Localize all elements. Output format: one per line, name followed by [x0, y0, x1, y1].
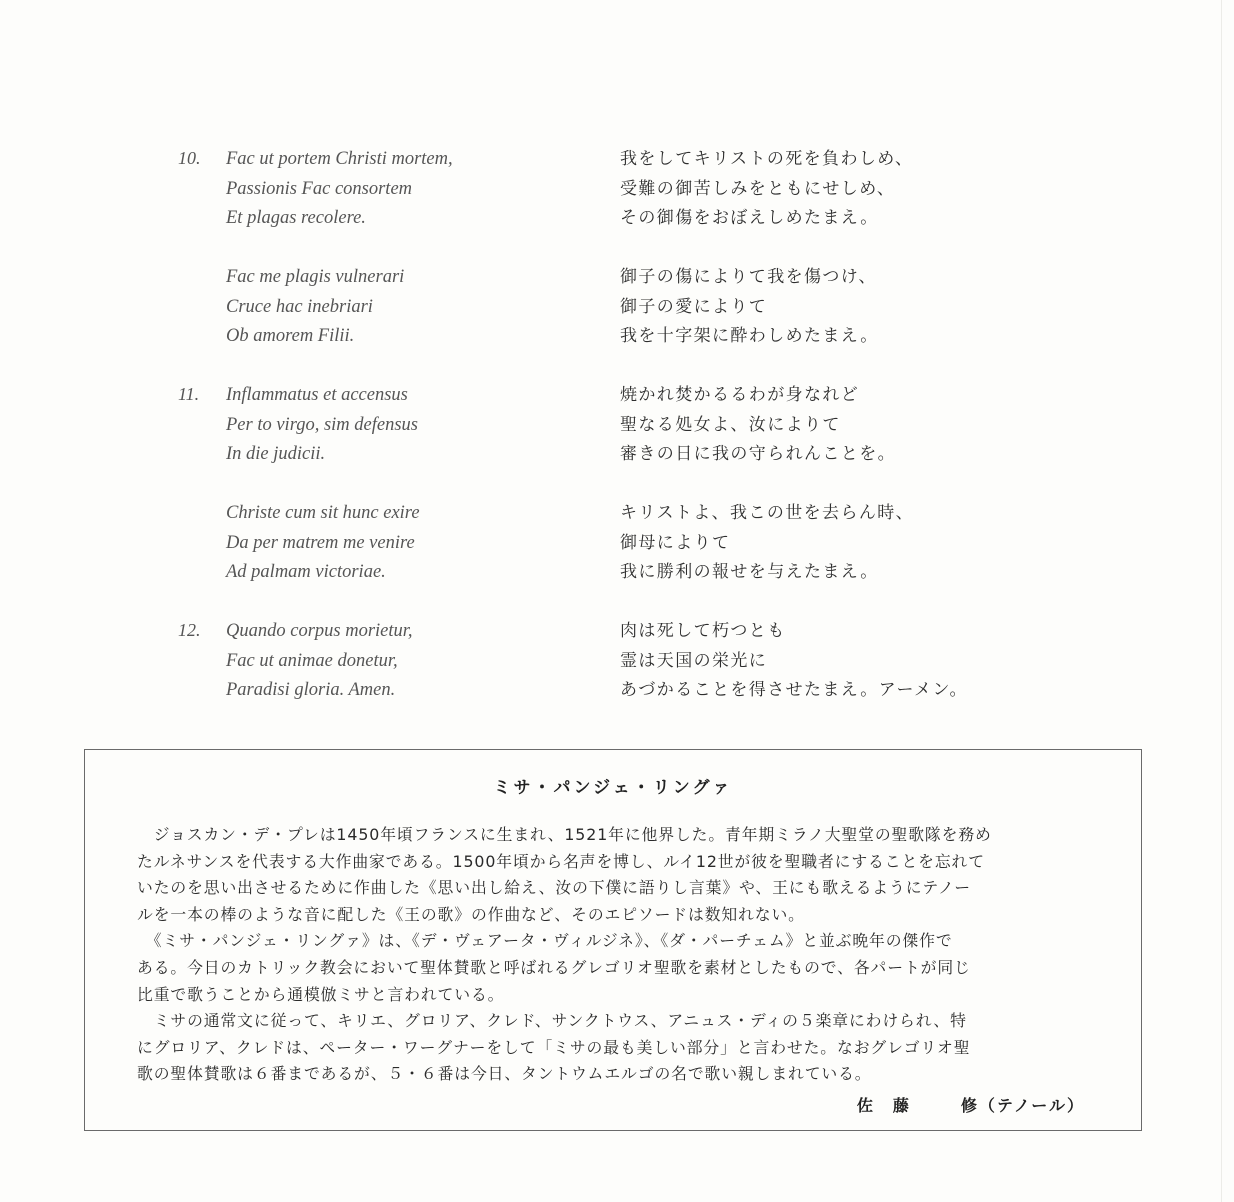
- latin-line: Per to virgo, sim defensus: [226, 414, 419, 435]
- latin-line: Quando corpus morietur,: [226, 621, 413, 641]
- latin-line: Ob amorem Filii.: [226, 326, 355, 346]
- japanese-line: 霊は天国の栄光に: [620, 650, 768, 671]
- latin-line: Da per matrem me venire: [226, 532, 415, 553]
- japanese-line: 我を十字架に酔わしめたまえ。: [620, 326, 879, 346]
- japanese-text: [620, 499, 914, 588]
- latin-line: Et plagas recolere.: [226, 208, 366, 228]
- latin-line: Cruce hac inebriari: [226, 296, 373, 317]
- notes-line: ある。今日のカトリック教会において聖体賛歌と呼ばれるグレゴリオ聖歌を素材としたもので、各パートが同じ: [137, 957, 971, 977]
- latin-line: Fac ut animae donetur,: [226, 650, 398, 671]
- author-given-name: 修（テノール）: [960, 1096, 1085, 1115]
- notes-line: にグロリア、クレドは、ペーター・ワーグナーをして「ミサの最も美しい部分」と言わせた。なおグレゴリオ聖: [137, 1037, 971, 1057]
- notes-line: ジョスカン・デ・プレは1450年頃フランスに生まれ、1521年に他界した。青年期ミラノ大聖堂の聖歌隊を務め: [137, 825, 992, 844]
- japanese-text: [620, 617, 968, 706]
- japanese-text: [620, 145, 913, 234]
- japanese-line: 受難の御苦しみをともにせしめ、: [620, 178, 896, 199]
- japanese-line: 我をしてキリストの死を負わしめ、: [620, 149, 914, 169]
- latin-text: [226, 499, 420, 588]
- notes-body: [137, 822, 1095, 1088]
- page-edge-line: [1221, 0, 1222, 1202]
- author-surname: 佐 藤: [856, 1096, 911, 1115]
- latin-line: Fac ut portem Christi mortem,: [226, 149, 453, 169]
- japanese-line: 御子の愛によりて: [620, 296, 768, 317]
- latin-line: Paradisi gloria. Amen.: [226, 680, 396, 700]
- japanese-text: [620, 381, 896, 470]
- japanese-line: 審きの日に我の守られんことを。: [620, 444, 896, 464]
- stanza-number: 12.: [178, 620, 201, 640]
- japanese-line: 肉は死して朽つとも: [620, 621, 786, 641]
- latin-line: Ad palmam victoriae.: [226, 562, 386, 582]
- latin-text: [226, 145, 453, 234]
- notes-line: 比重で歌うことから通模倣ミサと言われている。: [137, 984, 505, 1004]
- stanza-number: 11.: [178, 384, 200, 404]
- japanese-text: [620, 263, 879, 352]
- notes-line: ルを一本の棒のような音に配した《王の歌》の作曲など、そのエピソードは数知れない。: [137, 904, 805, 924]
- japanese-line: 聖なる処女よ、汝によりて: [620, 414, 841, 435]
- notes-line: 歌の聖体賛歌は６番まであるが、５・６番は今日、タントウムエルゴの名で歌い親しまれている。: [137, 1064, 872, 1084]
- japanese-line: その御傷をおぼえしめたまえ。: [620, 208, 879, 228]
- notes-line: ミサの通常文に従って、キリエ、グロリア、クレド、サンクトウス、アニュス・ディの５楽章にわけられ、特: [137, 1011, 967, 1031]
- japanese-line: 御母によりて: [620, 532, 731, 553]
- japanese-line: あづかることを得させたまえ。アーメン。: [620, 680, 968, 700]
- notes-title: ミサ・パンジェ・リングァ: [493, 778, 733, 798]
- japanese-line: 御子の傷によりて我を傷つけ、: [620, 267, 877, 287]
- program-notes-box: [84, 749, 1142, 1131]
- japanese-line: 焼かれ焚かるるわが身なれど: [620, 385, 860, 405]
- notes-line: いたのを思い出させるために作曲した《思い出し給え、汝の下僕に語りし言葉》や、王にも歌えるようにテノー: [137, 878, 971, 898]
- author-credit: [857, 1093, 1085, 1116]
- japanese-line: キリストよ、我この世を去らん時、: [620, 503, 915, 523]
- latin-text: [226, 617, 413, 706]
- latin-line: Inflammatus et accensus: [226, 385, 408, 405]
- latin-line: In die judicii.: [226, 444, 326, 464]
- latin-text: [226, 381, 418, 470]
- stanza-number: 10.: [178, 148, 201, 168]
- latin-line: Passionis Fac consortem: [226, 178, 413, 199]
- latin-line: Christe cum sit hunc exire: [226, 503, 420, 523]
- notes-line: 《ミサ・パンジェ・リングァ》は、《デ・ヴェアータ・ヴィルジネ》、《ダ・パーチェム》と並ぶ晩年の傑作で: [137, 931, 953, 951]
- notes-line: たルネサンスを代表する大作曲家である。1500年頃から名声を博し、ルイ12世が彼を聖職者にすることを忘れて: [137, 851, 985, 871]
- latin-text: [226, 263, 404, 352]
- latin-line: Fac me plagis vulnerari: [226, 267, 405, 287]
- japanese-line: 我に勝利の報せを与えたまえ。: [620, 562, 879, 582]
